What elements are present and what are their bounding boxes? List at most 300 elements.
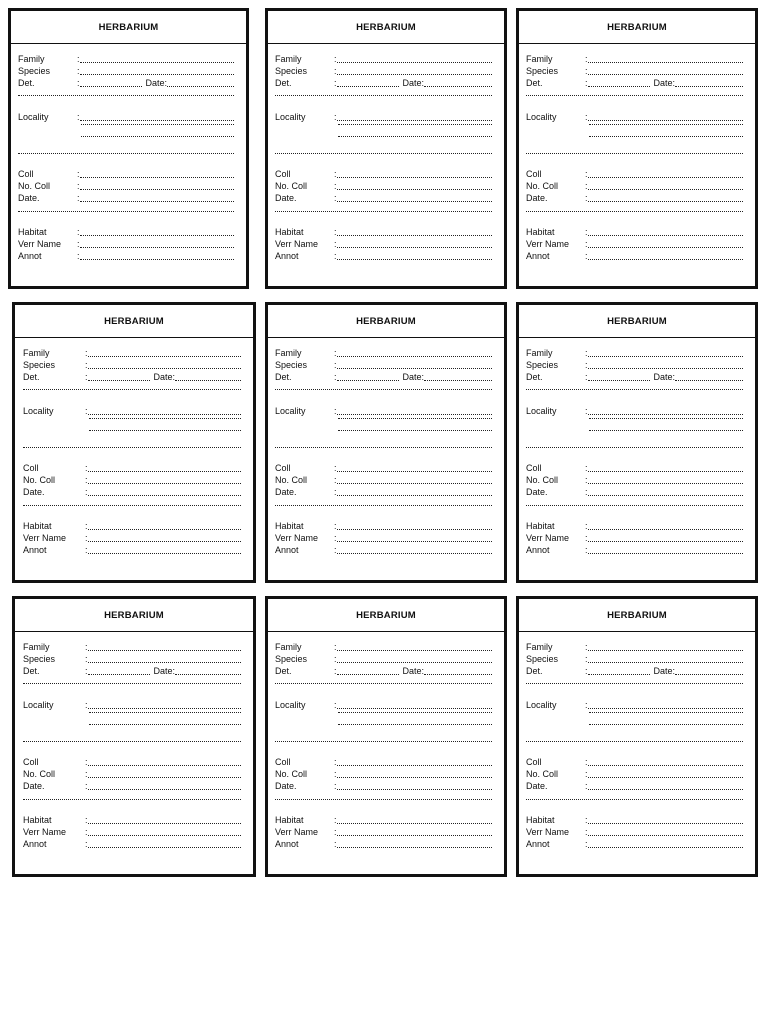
card-title: HERBARIUM <box>607 609 667 621</box>
dotted-fill-line <box>88 674 150 675</box>
dotted-fill-line <box>337 74 492 75</box>
annot-label: Annot <box>526 251 550 261</box>
dotted-fill-line <box>80 74 234 75</box>
field-colon: : <box>77 78 80 88</box>
dotted-fill-line <box>88 541 241 542</box>
dotted-fill-line <box>588 674 650 675</box>
date-row <box>18 193 234 204</box>
det-label: Det. <box>18 78 35 88</box>
dotted-fill-line <box>88 380 150 381</box>
locality-extra-line <box>589 124 743 125</box>
separator-line <box>526 683 743 684</box>
date-inline-label: Date: <box>145 78 168 88</box>
no-coll-label: No. Coll <box>23 475 56 485</box>
annot-row <box>275 545 492 556</box>
verr-name-row <box>526 827 743 838</box>
separator-line <box>526 741 743 742</box>
dotted-fill-line <box>80 62 234 63</box>
no-coll-label: No. Coll <box>526 181 559 191</box>
herbarium-label-card <box>12 596 256 877</box>
no-coll-label: No. Coll <box>275 475 308 485</box>
field-colon: : <box>585 78 588 88</box>
herbarium-label-card <box>516 596 758 877</box>
field-colon: : <box>85 839 88 849</box>
field-colon: : <box>585 827 588 837</box>
card-title: HERBARIUM <box>356 21 416 33</box>
dotted-fill-line <box>337 414 492 415</box>
dotted-fill-line <box>588 541 743 542</box>
coll-row <box>526 463 743 474</box>
locality-label: Locality <box>526 406 557 416</box>
coll-row <box>526 169 743 180</box>
field-colon: : <box>585 666 588 676</box>
field-colon: : <box>334 533 337 543</box>
locality-row <box>275 406 492 417</box>
separator-line <box>275 153 492 154</box>
dotted-fill-line <box>175 380 241 381</box>
dotted-fill-line <box>88 823 241 824</box>
locality-extra-line <box>338 136 492 137</box>
locality-extra-line <box>338 712 492 713</box>
locality-extra-line <box>589 712 743 713</box>
species-label: Species <box>275 654 308 664</box>
family-label: Family <box>23 348 50 358</box>
dotted-fill-line <box>175 674 241 675</box>
dotted-fill-line <box>337 495 492 496</box>
date-inline-label: Date: <box>153 372 176 382</box>
field-colon: : <box>334 112 337 122</box>
dotted-fill-line <box>588 835 743 836</box>
dotted-fill-line <box>88 368 241 369</box>
verr-name-label: Verr Name <box>275 827 319 837</box>
species-row <box>526 360 743 371</box>
date-label: Date. <box>275 781 297 791</box>
separator-line <box>18 211 234 212</box>
verr-name-label: Verr Name <box>23 827 67 837</box>
field-colon: : <box>334 654 337 664</box>
date-row <box>23 487 241 498</box>
dotted-fill-line <box>88 495 241 496</box>
locality-label: Locality <box>526 700 557 710</box>
dotted-fill-line <box>88 356 241 357</box>
field-colon: : <box>585 463 588 473</box>
dotted-fill-line <box>675 380 743 381</box>
dotted-fill-line <box>80 235 234 236</box>
locality-extra-line <box>89 724 241 725</box>
annot-row <box>18 251 234 262</box>
field-colon: : <box>585 227 588 237</box>
habitat-label: Habitat <box>526 815 555 825</box>
dotted-fill-line <box>80 86 142 87</box>
det-row <box>526 666 743 677</box>
species-row <box>526 654 743 665</box>
det-row <box>23 372 241 383</box>
card-title: HERBARIUM <box>98 21 159 33</box>
verr-name-label: Verr Name <box>275 239 319 249</box>
dotted-fill-line <box>337 247 492 248</box>
field-colon: : <box>77 66 80 76</box>
habitat-label: Habitat <box>23 521 52 531</box>
family-label: Family <box>526 642 553 652</box>
card-body <box>268 632 504 874</box>
herbarium-label-card <box>265 8 507 289</box>
dotted-fill-line <box>424 380 492 381</box>
dotted-fill-line <box>588 177 743 178</box>
date-row <box>526 781 743 792</box>
dotted-fill-line <box>337 380 399 381</box>
date-label: Date. <box>526 193 548 203</box>
dotted-fill-line <box>588 74 743 75</box>
family-row <box>526 348 743 359</box>
family-row <box>275 348 492 359</box>
field-colon: : <box>585 54 588 64</box>
card-header <box>268 11 504 44</box>
verr-name-row <box>526 239 743 250</box>
locality-extra-line <box>338 124 492 125</box>
herbarium-label-card <box>265 302 507 583</box>
no-coll-row <box>275 475 492 486</box>
species-label: Species <box>526 360 559 370</box>
date-row <box>275 781 492 792</box>
family-label: Family <box>526 348 553 358</box>
separator-line <box>526 447 743 448</box>
annot-label: Annot <box>23 545 47 555</box>
field-colon: : <box>77 181 80 191</box>
field-colon: : <box>334 227 337 237</box>
dotted-fill-line <box>337 235 492 236</box>
det-label: Det. <box>275 372 292 382</box>
card-header <box>268 599 504 632</box>
separator-line <box>275 389 492 390</box>
card-body <box>15 338 253 580</box>
card-body <box>268 44 504 286</box>
field-colon: : <box>585 815 588 825</box>
dotted-fill-line <box>588 847 743 848</box>
dotted-fill-line <box>588 471 743 472</box>
field-colon: : <box>585 487 588 497</box>
habitat-row <box>275 521 492 532</box>
coll-row <box>275 757 492 768</box>
no-coll-label: No. Coll <box>23 769 56 779</box>
coll-row <box>23 463 241 474</box>
dotted-fill-line <box>88 553 241 554</box>
dotted-fill-line <box>337 529 492 530</box>
separator-line <box>275 799 492 800</box>
habitat-label: Habitat <box>18 227 47 237</box>
date-inline-label: Date: <box>653 78 676 88</box>
separator-line <box>23 447 241 448</box>
dotted-fill-line <box>167 86 234 87</box>
card-header <box>519 305 755 338</box>
verr-name-label: Verr Name <box>526 239 570 249</box>
field-colon: : <box>334 666 337 676</box>
locality-extra-line <box>338 418 492 419</box>
card-body <box>11 44 246 286</box>
date-label: Date. <box>23 487 45 497</box>
herbarium-label-card <box>265 596 507 877</box>
field-colon: : <box>334 642 337 652</box>
family-label: Family <box>275 54 302 64</box>
field-colon: : <box>77 193 80 203</box>
field-colon: : <box>85 827 88 837</box>
annot-row <box>526 839 743 850</box>
date-inline-label: Date: <box>402 372 425 382</box>
habitat-row <box>526 227 743 238</box>
locality-label: Locality <box>23 700 54 710</box>
dotted-fill-line <box>88 847 241 848</box>
dotted-fill-line <box>424 86 492 87</box>
card-header <box>11 11 246 44</box>
separator-line <box>526 505 743 506</box>
species-row <box>23 654 241 665</box>
habitat-row <box>23 521 241 532</box>
locality-extra-line <box>81 124 234 125</box>
field-colon: : <box>585 348 588 358</box>
field-colon: : <box>334 839 337 849</box>
coll-row <box>275 169 492 180</box>
separator-line <box>23 389 241 390</box>
dotted-fill-line <box>424 674 492 675</box>
locality-extra-line <box>338 430 492 431</box>
field-colon: : <box>334 781 337 791</box>
verr-name-row <box>275 827 492 838</box>
det-row <box>526 372 743 383</box>
dotted-fill-line <box>588 235 743 236</box>
card-header <box>15 599 253 632</box>
family-row <box>526 642 743 653</box>
verr-name-row <box>23 533 241 544</box>
dotted-fill-line <box>337 541 492 542</box>
dotted-fill-line <box>588 368 743 369</box>
no-coll-row <box>526 181 743 192</box>
no-coll-row <box>275 181 492 192</box>
date-inline-label: Date: <box>653 666 676 676</box>
det-row <box>526 78 743 89</box>
dotted-fill-line <box>588 553 743 554</box>
locality-label: Locality <box>275 406 306 416</box>
card-header <box>15 305 253 338</box>
field-colon: : <box>85 545 88 555</box>
locality-extra-line <box>589 430 743 431</box>
habitat-row <box>275 815 492 826</box>
annot-label: Annot <box>275 251 299 261</box>
separator-line <box>275 95 492 96</box>
card-header <box>268 305 504 338</box>
dotted-fill-line <box>88 483 241 484</box>
field-colon: : <box>85 642 88 652</box>
dotted-fill-line <box>588 201 743 202</box>
card-title: HERBARIUM <box>607 315 667 327</box>
species-label: Species <box>23 360 56 370</box>
coll-label: Coll <box>526 169 542 179</box>
dotted-fill-line <box>337 177 492 178</box>
field-colon: : <box>334 700 337 710</box>
dotted-fill-line <box>337 823 492 824</box>
coll-row <box>18 169 234 180</box>
locality-row <box>23 700 241 711</box>
dotted-fill-line <box>588 662 743 663</box>
locality-extra-line <box>589 724 743 725</box>
locality-label: Locality <box>23 406 54 416</box>
dotted-fill-line <box>337 708 492 709</box>
dotted-fill-line <box>337 483 492 484</box>
det-label: Det. <box>275 78 292 88</box>
separator-line <box>18 153 234 154</box>
field-colon: : <box>334 54 337 64</box>
verr-name-label: Verr Name <box>275 533 319 543</box>
date-row <box>526 193 743 204</box>
field-colon: : <box>334 181 337 191</box>
det-label: Det. <box>275 666 292 676</box>
separator-line <box>526 95 743 96</box>
date-row <box>526 487 743 498</box>
field-colon: : <box>334 239 337 249</box>
field-colon: : <box>585 193 588 203</box>
separator-line <box>275 447 492 448</box>
card-body <box>268 338 504 580</box>
separator-line <box>526 211 743 212</box>
locality-row <box>526 406 743 417</box>
annot-label: Annot <box>275 545 299 555</box>
field-colon: : <box>77 169 80 179</box>
species-row <box>275 360 492 371</box>
field-colon: : <box>585 533 588 543</box>
locality-extra-line <box>81 136 234 137</box>
species-label: Species <box>275 360 308 370</box>
separator-line <box>275 505 492 506</box>
field-colon: : <box>85 700 88 710</box>
dotted-fill-line <box>337 189 492 190</box>
no-coll-row <box>526 769 743 780</box>
det-label: Det. <box>526 78 543 88</box>
card-body <box>519 632 755 874</box>
field-colon: : <box>585 181 588 191</box>
no-coll-row <box>18 181 234 192</box>
family-label: Family <box>526 54 553 64</box>
coll-label: Coll <box>18 169 34 179</box>
date-label: Date. <box>275 193 297 203</box>
card-body <box>15 632 253 874</box>
card-title: HERBARIUM <box>607 21 667 33</box>
field-colon: : <box>334 757 337 767</box>
no-coll-row <box>275 769 492 780</box>
card-body <box>519 338 755 580</box>
dotted-fill-line <box>88 765 241 766</box>
dotted-fill-line <box>588 529 743 530</box>
field-colon: : <box>85 487 88 497</box>
dotted-fill-line <box>337 86 399 87</box>
field-colon: : <box>85 521 88 531</box>
family-row <box>18 54 234 65</box>
locality-label: Locality <box>275 112 306 122</box>
species-row <box>275 654 492 665</box>
field-colon: : <box>585 169 588 179</box>
separator-line <box>526 799 743 800</box>
separator-line <box>18 95 234 96</box>
verr-name-label: Verr Name <box>23 533 67 543</box>
separator-line <box>275 683 492 684</box>
dotted-fill-line <box>337 553 492 554</box>
dotted-fill-line <box>588 247 743 248</box>
dotted-fill-line <box>588 120 743 121</box>
dotted-fill-line <box>588 708 743 709</box>
dotted-fill-line <box>588 650 743 651</box>
field-colon: : <box>334 463 337 473</box>
annot-label: Annot <box>526 839 550 849</box>
dotted-fill-line <box>88 777 241 778</box>
verr-name-row <box>275 239 492 250</box>
habitat-label: Habitat <box>275 227 304 237</box>
species-label: Species <box>526 654 559 664</box>
habitat-label: Habitat <box>526 227 555 237</box>
dotted-fill-line <box>588 789 743 790</box>
family-row <box>23 348 241 359</box>
verr-name-row <box>23 827 241 838</box>
field-colon: : <box>77 239 80 249</box>
family-label: Family <box>23 642 50 652</box>
field-colon: : <box>585 239 588 249</box>
date-inline-label: Date: <box>653 372 676 382</box>
verr-name-row <box>18 239 234 250</box>
field-colon: : <box>334 372 337 382</box>
field-colon: : <box>585 700 588 710</box>
det-row <box>275 372 492 383</box>
field-colon: : <box>585 781 588 791</box>
dotted-fill-line <box>80 259 234 260</box>
coll-label: Coll <box>23 463 39 473</box>
field-colon: : <box>334 475 337 485</box>
herbarium-label-card <box>12 302 256 583</box>
date-label: Date. <box>526 781 548 791</box>
dotted-fill-line <box>80 201 234 202</box>
field-colon: : <box>585 757 588 767</box>
coll-row <box>275 463 492 474</box>
field-colon: : <box>585 112 588 122</box>
field-colon: : <box>334 487 337 497</box>
dotted-fill-line <box>337 662 492 663</box>
verr-name-label: Verr Name <box>526 533 570 543</box>
field-colon: : <box>85 475 88 485</box>
dotted-fill-line <box>80 247 234 248</box>
dotted-fill-line <box>588 356 743 357</box>
date-inline-label: Date: <box>402 78 425 88</box>
dotted-fill-line <box>337 259 492 260</box>
dotted-fill-line <box>88 650 241 651</box>
dotted-fill-line <box>588 483 743 484</box>
field-colon: : <box>585 251 588 261</box>
species-row <box>526 66 743 77</box>
dotted-fill-line <box>588 62 743 63</box>
separator-line <box>23 741 241 742</box>
no-coll-label: No. Coll <box>526 769 559 779</box>
field-colon: : <box>334 66 337 76</box>
field-colon: : <box>585 372 588 382</box>
annot-row <box>275 839 492 850</box>
dotted-fill-line <box>337 356 492 357</box>
field-colon: : <box>85 654 88 664</box>
dotted-fill-line <box>337 765 492 766</box>
family-label: Family <box>18 54 45 64</box>
field-colon: : <box>334 251 337 261</box>
dotted-fill-line <box>337 201 492 202</box>
dotted-fill-line <box>588 765 743 766</box>
date-label: Date. <box>23 781 45 791</box>
dotted-fill-line <box>588 380 650 381</box>
dotted-fill-line <box>88 789 241 790</box>
dotted-fill-line <box>88 471 241 472</box>
det-label: Det. <box>23 372 40 382</box>
coll-row <box>23 757 241 768</box>
